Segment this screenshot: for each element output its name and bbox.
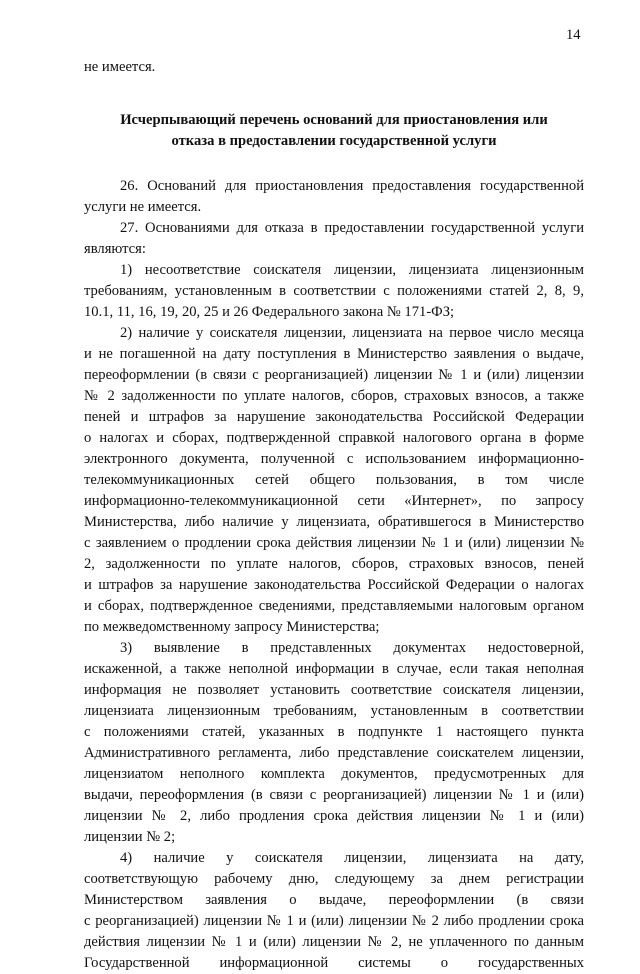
item-4-line: соответствующую рабочему дню, следующему за днем регистрации [84, 871, 584, 887]
item-2-line: и сборах, подтвержденное сведениями, представляемыми налоговым органом [84, 598, 584, 614]
item-3-line: искаженной, а также неполной информации в случае, если такая неполная [84, 661, 584, 677]
item-2-line: и не погашенной на дату поступления в Министерство заявления о выдаче, [84, 346, 584, 362]
document-body [84, 57, 584, 974]
item-2-line: с заявлением о продлении срока действия лицензии № 1 и (или) лицензии № [84, 535, 584, 551]
item-2-line: Министерства, либо наличие у лицензиата, обратившегося в Министерство [84, 514, 584, 530]
item-2-line: переоформлении (в связи с реорганизацией) лицензии № 1 и (или) лицензии [84, 367, 584, 383]
item-1-line: 1) несоответствие соискателя лицензии, лицензиата лицензионным [120, 262, 584, 278]
paragraph-26-line: услуги не имеется. [84, 199, 202, 215]
item-2-line: № 2 задолженности по уплате налогов, сборов, страховых взносов, а также [84, 388, 584, 404]
item-2-line: пеней и штрафов за нарушение законодательства Российской Федерации [84, 409, 584, 425]
item-2-line: по межведомственному запросу Министерства; [84, 619, 380, 635]
item-3-line: лицензиата лицензионным требованиям, установленным в соответствии [84, 703, 584, 719]
item-4-line: Министерством заявления о выдаче, переоформлении (в связи [84, 892, 584, 908]
item-3-line: с положениями статей, указанных в подпункте 1 настоящего пункта [84, 724, 584, 740]
paragraph-27-line: 27. Основаниями для отказа в предоставлении государственной услуги [120, 220, 584, 236]
item-3-line: Административного регламента, либо представление соискателем лицензии, [84, 745, 584, 761]
item-4-line: с реорганизацией) лицензии № 1 и (или) лицензии № 2 либо продлении срока [84, 913, 584, 929]
item-2-line: и штрафов за нарушение законодательства Российской Федерации о налогах [84, 577, 584, 593]
item-2-line: о налогах и сборах, подтвержденной справкой налогового органа в форме [84, 430, 584, 446]
page-number: 14 [566, 27, 581, 43]
section-heading-line-1: Исчерпывающий перечень оснований для приостановления или [120, 112, 548, 128]
item-2-line: информационно-телекоммуникационной сети «Интернет», по запросу [84, 493, 584, 509]
item-3-line: лицензии № 2, либо продления срока действия лицензии № 1 и (или) [84, 808, 584, 824]
item-3-line: лицензиатом неполного комплекта документов, предусмотренных для [84, 766, 584, 782]
item-3-line: лицензии № 2; [84, 829, 176, 845]
item-4-line: действия лицензии № 1 и (или) лицензии № 2, не уплаченного по данным [84, 934, 584, 950]
item-3-line: информация не позволяет установить соответствие соискателя лицензии, [84, 682, 584, 698]
item-4-line: 4) наличие у соискателя лицензии, лицензиата на дату, [120, 850, 584, 866]
item-2-line: телекоммуникационных сетей общего пользования, в том числе [84, 472, 584, 488]
paragraph-27-line: являются: [84, 241, 146, 257]
item-1-line: 10.1, 11, 16, 19, 20, 25 и 26 Федерального закона № 171-ФЗ; [84, 304, 455, 320]
section-heading-line-2: отказа в предоставлении государственной услуги [171, 133, 497, 149]
item-2-line: 2) наличие у соискателя лицензии, лицензиата на первое число месяца [120, 325, 584, 341]
item-3-line: 3) выявление в представленных документах недостоверной, [120, 640, 584, 656]
paragraph-26-line: 26. Оснований для приостановления предоставления государственной [120, 178, 584, 194]
item-2-line: электронного документа, полученной с использованием информационно- [84, 451, 584, 467]
item-1-line: требованиям, установленным в соответствии с положениями статей 2, 8, 9, [84, 283, 584, 299]
item-4-line: Государственной информационной системы о государственных [84, 955, 584, 971]
lead-line: не имеется. [84, 59, 156, 75]
item-3-line: выдачи, переоформления (в связи с реорганизацией) лицензии № 1 и (или) [84, 787, 584, 803]
item-2-line: 2, задолженности по уплате налогов, сборов, страховых взносов, пеней [84, 556, 584, 572]
